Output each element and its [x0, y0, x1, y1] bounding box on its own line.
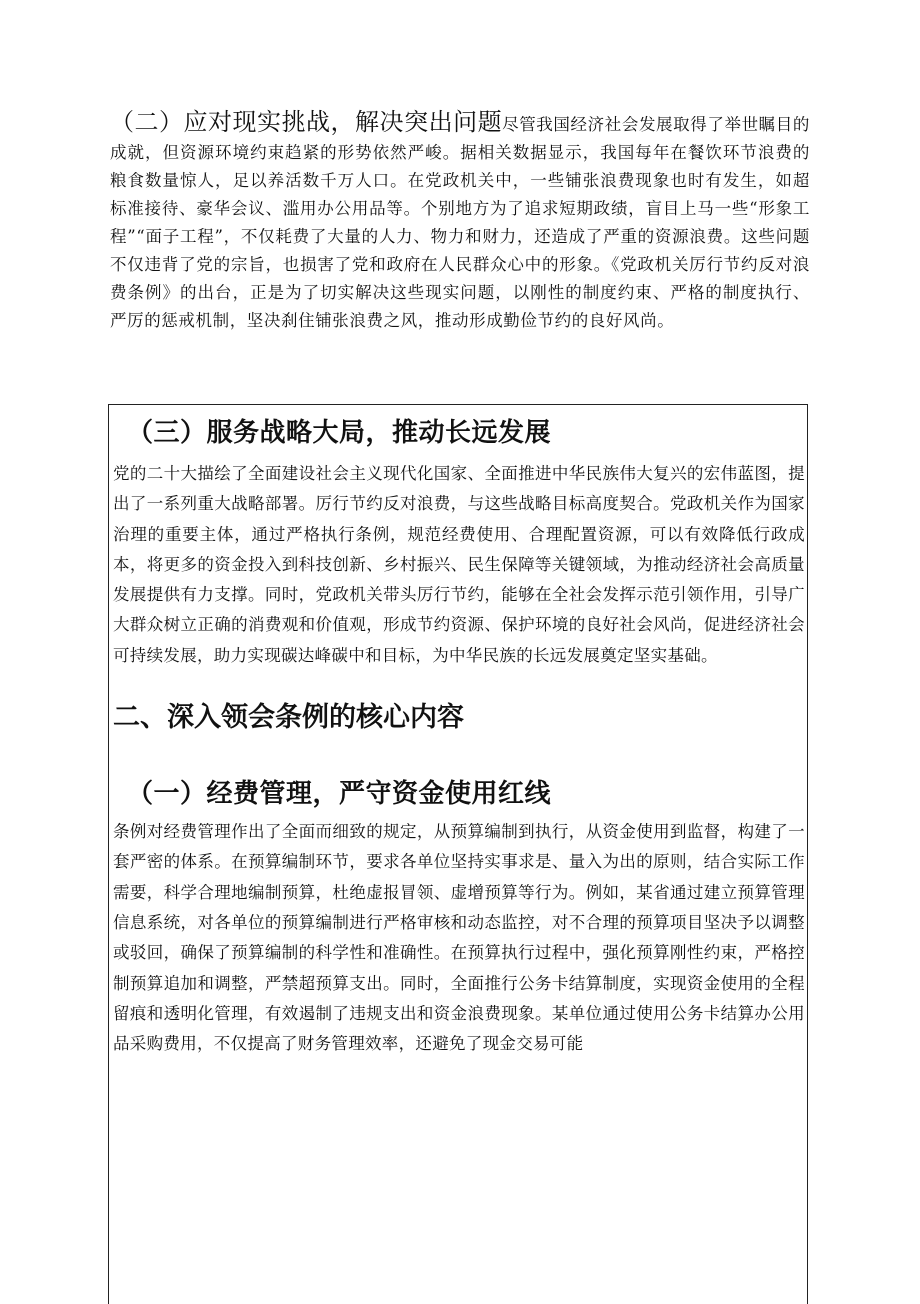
section-2-heading: （二）应对现实挑战，解决突出问题 — [110, 108, 503, 136]
section-2-block — [110, 108, 810, 335]
chapter-2-section-1-heading: （一）经费管理，严守资金使用红线 — [127, 779, 552, 810]
chapter-2-heading: 二、深入领会条例的核心内容 — [113, 702, 464, 734]
chapter-2-section-1-body: 条例对经费管理作出了全面而细致的规定，从预算编制到执行，从资金使用到监督，构建了一套严密的体系。在预算编制环节，要求各单位坚持实事求是、量入为出的原则，结合实际工作需要，科学合理地编制预算，杜绝虚报冒领、虚增预算等行为。例如，某省通过建立预算管理信息系统，对各单位的预算编制进行严格审核和动态监控，对不合理的预算项目坚决予以调整或驳回，确保了预算编制的科学性和准确性。在预算执行过程中，强化预算刚性约束，严格控制预算追加和调整，严禁超预算支出。同时，全面推行公务卡结算制度，实现资金使用的全程留痕和透明化管理，有效遏制了违规支出和资金浪费现象。某单位通过使用公务卡结算办公用品采购费用，不仅提高了财务管理效率，还避免了现金交易可能 — [113, 822, 805, 1054]
section-2-body: 尽管我国经济社会发展取得了举世瞩目的成就，但资源环境约束趋紧的形势依然严峻。据相关数据显示，我国每年在餐饮环节浪费的粮食数量惊人，足以养活数千万人口。在党政机关中，一些铺张浪费现象也时有发生，如超标准接待、豪华会议、滥用办公用品等。个别地方为了追求短期政绩，盲目上马一些“形象工程”“面子工程”，不仅耗费了大量的人力、物力和财力，还造成了严重的资源浪费。这些问题不仅违背了党的宗旨，也损害了党和政府在人民群众心中的形象。《党政机关厉行节约反对浪费条例》的出台，正是为了切实解决这些现实问题，以刚性的制度约束、严格的制度执行、严厉的惩戒机制，坚决刹住铺张浪费之风，推动形成勤俭节约的良好风尚。 — [110, 115, 810, 330]
section-2-paragraph — [110, 108, 810, 335]
section-3-body: 党的二十大描绘了全面建设社会主义现代化国家、全面推进中华民族伟大复兴的宏伟蓝图，提出了一系列重大战略部署。厉行节约反对浪费，与这些战略目标高度契合。党政机关作为国家治理的重要主体，通过严格执行条例，规范经费使用、合理配置资源，可以有效降低行政成本，将更多的资金投入到科技创新、乡村振兴、民生保障等关键领域，为推动经济社会高质量发展提供有力支撑。同时，党政机关带头厉行节约，能够在全社会发挥示范引领作用，引导广大群众树立正确的消费观和价值观，形成节约资源、保护环境的良好社会风尚，促进经济社会可持续发展，助力实现碳达峰碳中和目标，为中华民族的长远发展奠定坚实基础。 — [113, 464, 805, 665]
bordered-content-box — [108, 404, 808, 1304]
section-3-heading: （三）服务战略大局，推动长远发展 — [127, 418, 552, 448]
